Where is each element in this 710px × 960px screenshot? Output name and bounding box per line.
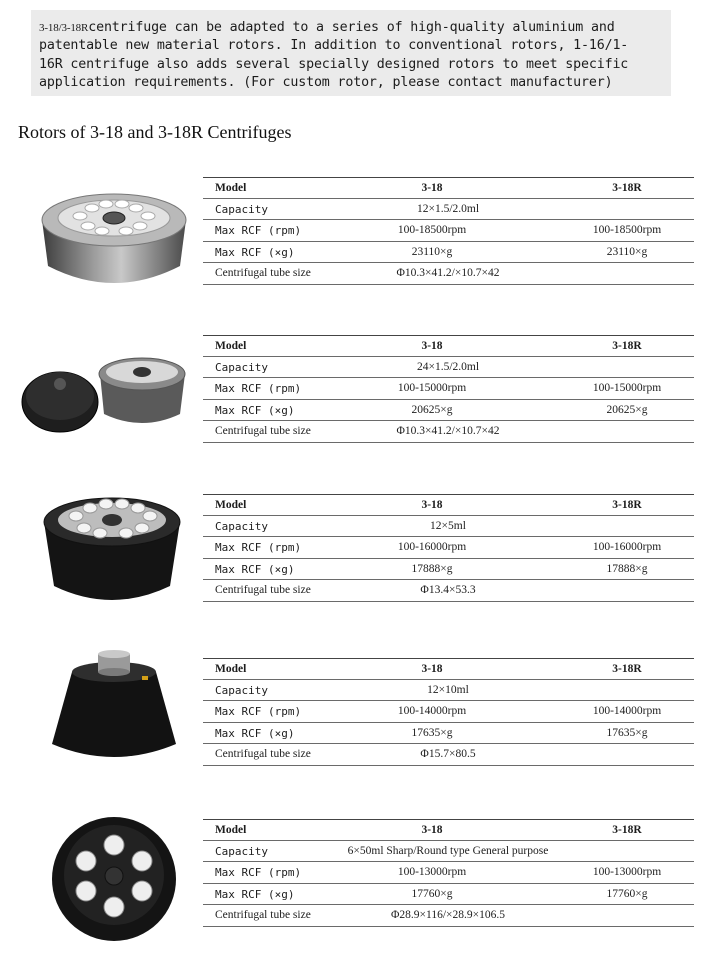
tube-size-label: Centrifugal tube size: [215, 748, 311, 761]
rotor-image-1: [40, 178, 188, 290]
tube-size-value: Φ28.9×116/×28.9×106.5: [390, 909, 505, 922]
model-b: 3-18R: [612, 182, 642, 194]
capacity-row: [203, 680, 694, 702]
rotor-image-2: [20, 346, 195, 436]
tube-size-label: Centrifugal tube size: [215, 909, 311, 922]
intro-line-2: patentable new material rotors. In addition to conventional rotors, 1-16/1-: [39, 38, 629, 54]
max-rcf-row: [203, 884, 694, 906]
max-rpm-a: 100-13000rpm: [397, 866, 467, 879]
model-label: Model: [215, 340, 247, 352]
capacity-label: Capacity: [215, 844, 268, 858]
capacity-label: Capacity: [215, 360, 268, 374]
model-label: Model: [215, 824, 247, 836]
max-rcf-a: 17760×g: [411, 887, 453, 900]
capacity-label: Capacity: [215, 519, 268, 533]
max-rpm-a: 100-15000rpm: [397, 382, 467, 395]
max-rcf-label: Max RCF (×g): [215, 562, 295, 576]
spec-table-5: [203, 819, 694, 927]
capacity-value: 24×1.5/2.0ml: [416, 360, 480, 373]
rotor-image-3: [42, 490, 182, 608]
capacity-row: [203, 199, 694, 221]
max-rcf-b: 17635×g: [606, 726, 648, 739]
max-rcf-row: [203, 400, 694, 422]
max-rpm-row: [203, 220, 694, 242]
max-rcf-b: 17760×g: [606, 887, 648, 900]
model-a: 3-18: [421, 182, 443, 194]
tube-size-value: Φ13.4×53.3: [420, 584, 476, 597]
max-rcf-b: 20625×g: [606, 403, 648, 416]
tube-size-label: Centrifugal tube size: [215, 584, 311, 597]
spec-table-4: [203, 658, 694, 766]
model-b: 3-18R: [612, 663, 642, 675]
max-rcf-label: Max RCF (×g): [215, 403, 295, 417]
max-rcf-b: 17888×g: [606, 562, 648, 575]
max-rcf-row: [203, 242, 694, 264]
spec-table-2: [203, 335, 694, 443]
tube-size-value: Φ10.3×41.2/×10.7×42: [396, 267, 500, 280]
max-rpm-b: 100-18500rpm: [592, 224, 662, 237]
intro-line-1: 3-18/3-18Rcentrifuge can be adapted to a series of high-quality aluminium and: [39, 20, 615, 35]
model-a: 3-18: [421, 663, 443, 675]
max-rpm-label: Max RCF (rpm): [215, 224, 302, 238]
max-rcf-row: [203, 559, 694, 581]
max-rpm-row: [203, 537, 694, 559]
tube-size-value: Φ15.7×80.5: [420, 748, 476, 761]
max-rpm-a: 100-18500rpm: [397, 224, 467, 237]
model-a: 3-18: [421, 824, 443, 836]
model-a: 3-18: [421, 340, 443, 352]
tube-size-row: [203, 421, 694, 443]
max-rcf-a: 23110×g: [411, 245, 453, 258]
capacity-value: 12×1.5/2.0ml: [416, 202, 480, 215]
max-rpm-label: Max RCF (rpm): [215, 866, 302, 880]
table-header-row: [203, 335, 694, 357]
table-header-row: [203, 658, 694, 680]
capacity-label: Capacity: [215, 202, 268, 216]
capacity-value: 6×50ml Sharp/Round type General purpose: [347, 844, 549, 857]
tube-size-value: Φ10.3×41.2/×10.7×42: [396, 425, 500, 438]
max-rcf-a: 20625×g: [411, 403, 453, 416]
max-rcf-label: Max RCF (×g): [215, 726, 295, 740]
tube-size-row: [203, 580, 694, 602]
max-rpm-label: Max RCF (rpm): [215, 705, 302, 719]
max-rpm-b: 100-15000rpm: [592, 382, 662, 395]
intro-line-4: application requirements. (For custom rotor, please contact manufacturer): [39, 75, 613, 91]
rotor-image-4: [50, 650, 178, 765]
max-rcf-label: Max RCF (×g): [215, 887, 295, 901]
model-b: 3-18R: [612, 499, 642, 511]
intro-paragraph: [31, 10, 671, 96]
spec-table-1: [203, 177, 694, 285]
tube-size-row: [203, 263, 694, 285]
capacity-label: Capacity: [215, 683, 268, 697]
max-rpm-label: Max RCF (rpm): [215, 541, 302, 555]
capacity-row: [203, 841, 694, 863]
rotor-image-5: [50, 815, 178, 943]
intro-model-prefix: 3-18/3-18R: [39, 22, 89, 34]
capacity-row: [203, 357, 694, 379]
table-header-row: [203, 819, 694, 841]
max-rpm-row: [203, 701, 694, 723]
tube-size-row: [203, 905, 694, 927]
model-label: Model: [215, 499, 247, 511]
max-rcf-a: 17635×g: [411, 726, 453, 739]
tube-size-label: Centrifugal tube size: [215, 425, 311, 438]
capacity-value: 12×5ml: [430, 519, 466, 532]
tube-size-label: Centrifugal tube size: [215, 267, 311, 280]
max-rpm-row: [203, 378, 694, 400]
intro-line-3: 16R centrifuge also adds several specially designed rotors to meet specific: [39, 56, 629, 72]
max-rcf-a: 17888×g: [411, 562, 453, 575]
max-rcf-b: 23110×g: [606, 245, 648, 258]
section-title: Rotors of 3-18 and 3-18R Centrifuges: [18, 122, 292, 142]
table-header-row: [203, 494, 694, 516]
spec-table-3: [203, 494, 694, 602]
model-label: Model: [215, 663, 247, 675]
max-rpm-b: 100-14000rpm: [592, 705, 662, 718]
max-rcf-label: Max RCF (×g): [215, 245, 295, 259]
capacity-row: [203, 516, 694, 538]
model-a: 3-18: [421, 499, 443, 511]
max-rpm-b: 100-13000rpm: [592, 866, 662, 879]
table-header-row: [203, 177, 694, 199]
tube-size-row: [203, 744, 694, 766]
max-rpm-row: [203, 862, 694, 884]
model-b: 3-18R: [612, 340, 642, 352]
max-rpm-a: 100-14000rpm: [397, 705, 467, 718]
max-rpm-a: 100-16000rpm: [397, 541, 467, 554]
max-rpm-label: Max RCF (rpm): [215, 382, 302, 396]
max-rpm-b: 100-16000rpm: [592, 541, 662, 554]
model-label: Model: [215, 182, 247, 194]
max-rcf-row: [203, 723, 694, 745]
model-b: 3-18R: [612, 824, 642, 836]
capacity-value: 12×10ml: [427, 683, 469, 696]
